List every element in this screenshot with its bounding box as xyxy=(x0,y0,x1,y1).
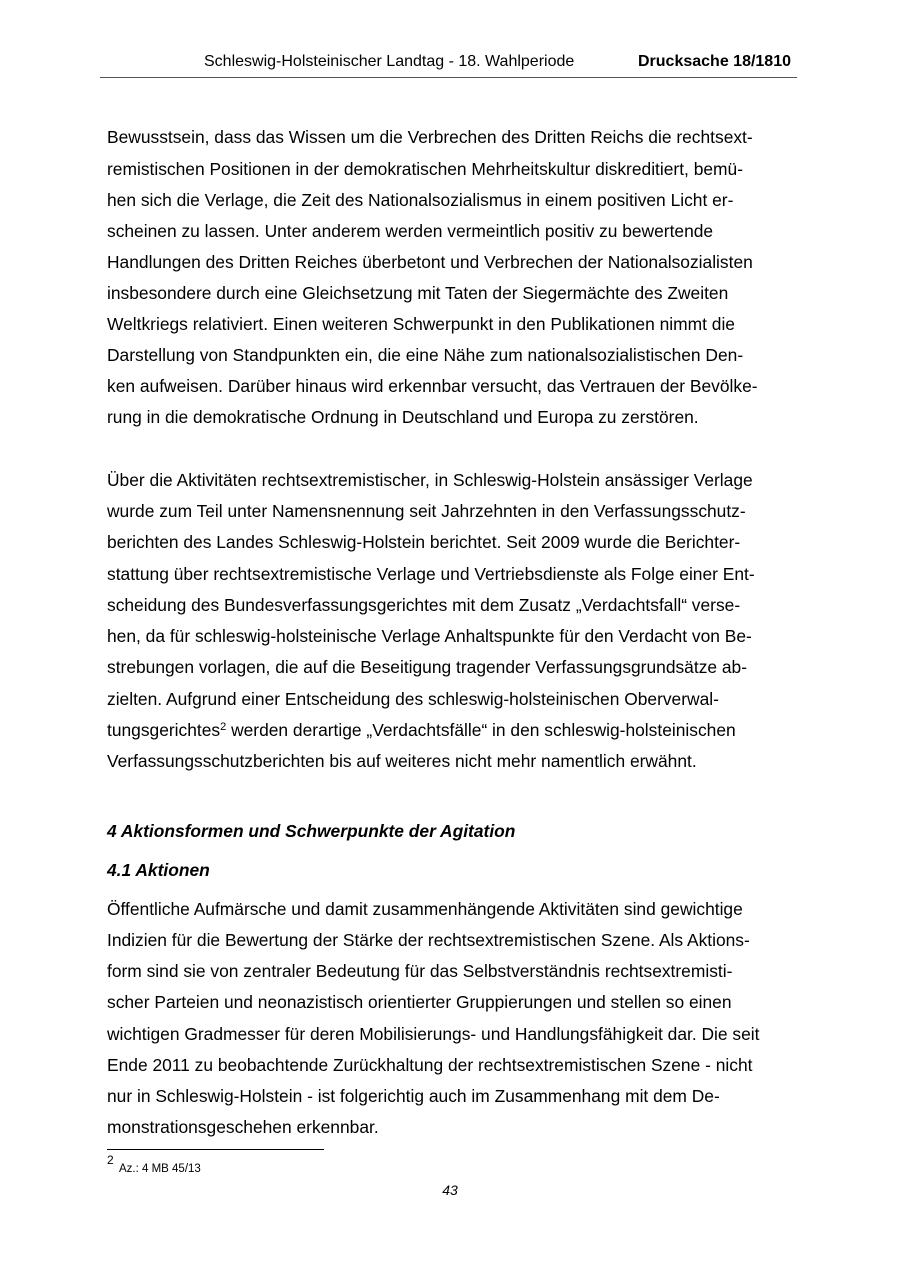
para2-line: berichten des Landes Schleswig-Holstein berichtet. Seit 2009 wurde die Berichter- xyxy=(107,532,741,552)
subsection-heading: 4.1 Aktionen xyxy=(107,860,210,880)
para2-text-before-footnote: tungsgerichtes xyxy=(107,720,221,740)
para3-line: Öffentliche Aufmärsche und damit zusammenhängende Aktivitäten sind gewichtige xyxy=(107,899,743,919)
para3-line: Ende 2011 zu beobachtende Zurückhaltung der rechtsextremistischen Szene - nicht xyxy=(107,1055,753,1075)
para2-text-after-footnote: werden derartige „Verdachtsfälle“ in den schleswig-holsteinischen xyxy=(226,720,736,740)
para1-line: hen sich die Verlage, die Zeit des Nationalsozialismus in einem positiven Licht er- xyxy=(107,190,734,210)
para2-line: strebungen vorlagen, die auf die Beseitigung tragender Verfassungsgrundsätze ab- xyxy=(107,657,748,677)
footnote-text: Az.: 4 MB 45/13 xyxy=(119,1163,201,1175)
para2-line: Verfassungsschutzberichten bis auf weiteres nicht mehr namentlich erwähnt. xyxy=(107,751,697,771)
para1-line: Bewusstsein, dass das Wissen um die Verbrechen des Dritten Reichs die rechtsext- xyxy=(107,127,753,147)
footnote-number: 2 xyxy=(107,1153,114,1167)
para3-line: wichtigen Gradmesser für deren Mobilisierungs- und Handlungsfähigkeit dar. Die seit xyxy=(107,1024,760,1044)
para1-line: scheinen zu lassen. Unter anderem werden vermeintlich positiv zu bewertende xyxy=(107,221,714,241)
footnote-reference[interactable]: 2 xyxy=(220,721,227,733)
para2-line: wurde zum Teil unter Namensnennung seit Jahrzehnten in den Verfassungsschutz- xyxy=(107,501,746,521)
header-doc-number: Drucksache 18/1810 xyxy=(638,53,791,70)
section-heading: 4 Aktionsformen und Schwerpunkte der Agitation xyxy=(107,821,516,841)
para2-line: hen, da für schleswig-holsteinische Verlage Anhaltspunkte für den Verdacht von Be- xyxy=(107,626,752,646)
para3-line: monstrationsgeschehen erkennbar. xyxy=(107,1117,379,1137)
para2-line-with-footnote xyxy=(107,720,736,740)
para2-line: scheidung des Bundesverfassungsgerichtes mit dem Zusatz „Verdachtsfall“ verse- xyxy=(107,595,741,615)
para1-line: ken aufweisen. Darüber hinaus wird erkennbar versucht, das Vertrauen der Bevölke- xyxy=(107,376,758,396)
para2-line: zielten. Aufgrund einer Entscheidung des schleswig-holsteinischen Oberverwal- xyxy=(107,689,719,709)
para1-line: Handlungen des Dritten Reiches überbetont und Verbrechen der Nationalsozialisten xyxy=(107,252,753,272)
para1-line: Darstellung von Standpunkten ein, die eine Nähe zum nationalsozialistischen Den- xyxy=(107,345,744,365)
para3-line: scher Parteien und neonazistisch orientierter Gruppierungen und stellen so einen xyxy=(107,992,732,1012)
para3-line: nur in Schleswig-Holstein - ist folgerichtig auch im Zusammenhang mit dem De- xyxy=(107,1086,720,1106)
page-header xyxy=(100,53,797,78)
para3-line: form sind sie von zentraler Bedeutung für das Selbstverständnis rechtsextremisti- xyxy=(107,961,733,981)
para1-line: Weltkriegs relativiert. Einen weiteren Schwerpunkt in den Publikationen nimmt die xyxy=(107,314,735,334)
para2-line: Über die Aktivitäten rechtsextremistischer, in Schleswig-Holstein ansässiger Verlage xyxy=(107,470,753,490)
page-number: 43 xyxy=(442,1182,458,1198)
para1-line: insbesondere durch eine Gleichsetzung mit Taten der Siegermächte des Zweiten xyxy=(107,283,729,303)
para1-line: rung in die demokratische Ordnung in Deutschland und Europa zu zerstören. xyxy=(107,407,699,427)
footnote-divider xyxy=(107,1149,324,1150)
para2-line: stattung über rechtsextremistische Verlage und Vertriebsdienste als Folge einer Ent- xyxy=(107,564,755,584)
para1-line: remistischen Positionen in der demokratischen Mehrheitskultur diskreditiert, bemü- xyxy=(107,159,743,179)
para3-line: Indizien für die Bewertung der Stärke der rechtsextremistischen Szene. Als Aktions- xyxy=(107,930,750,950)
header-title: Schleswig-Holsteinischer Landtag - 18. Wahlperiode xyxy=(204,53,575,70)
